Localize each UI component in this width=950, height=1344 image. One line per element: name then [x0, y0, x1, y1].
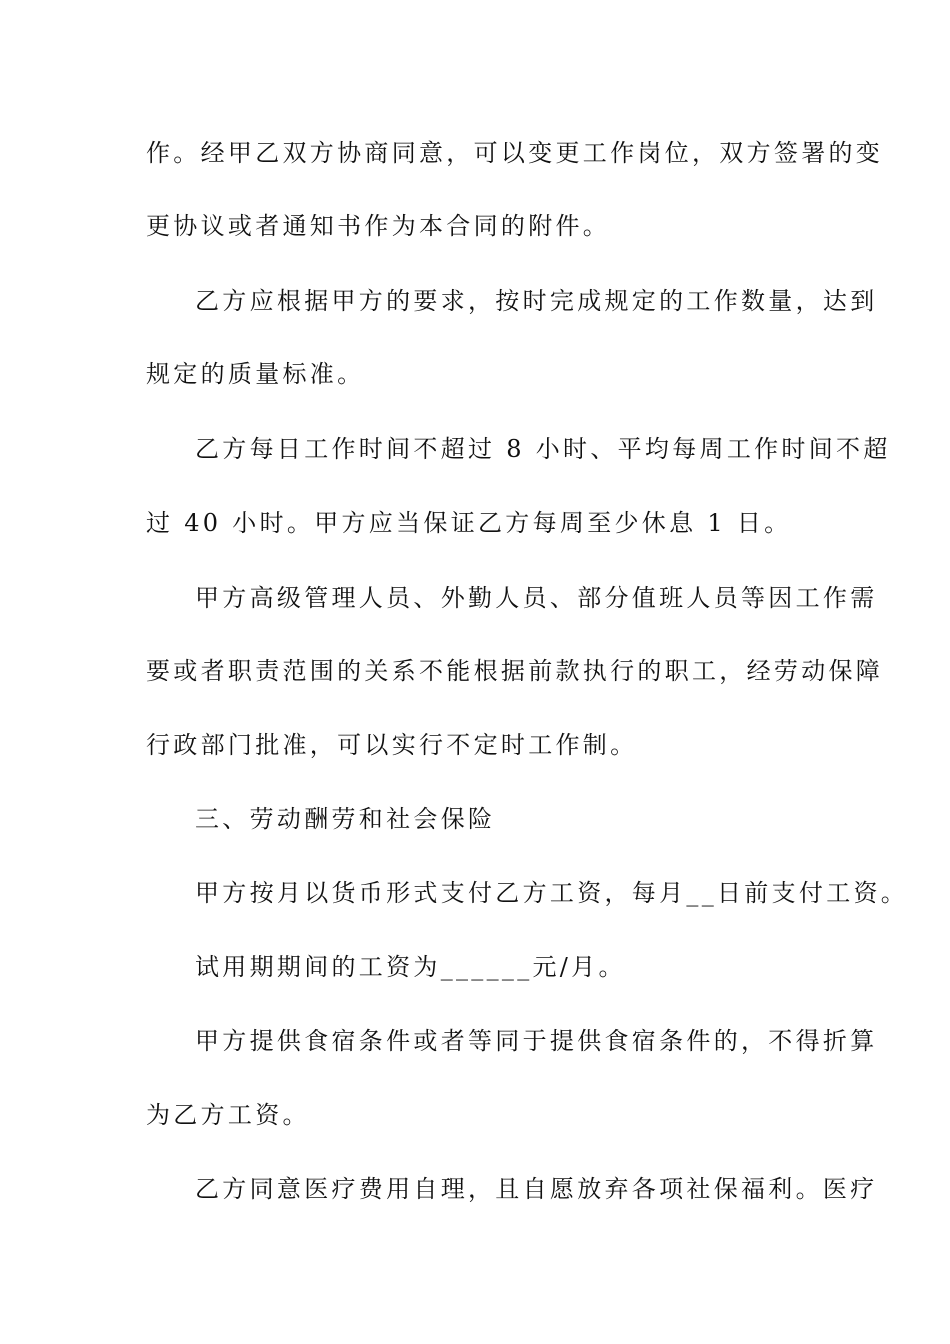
- text-line: 乙方应根据甲方的要求，按时完成规定的工作数量，达到: [195, 287, 878, 315]
- text-line: 试用期期间的工资为______元/月。: [195, 953, 626, 981]
- text-line: 更协议或者通知书作为本合同的附件。: [146, 212, 611, 240]
- text-line: 甲方提供食宿条件或者等同于提供食宿条件的，不得折算: [195, 1027, 878, 1055]
- text-line: 规定的质量标准。: [146, 360, 365, 388]
- text-line: 行政部门批准，可以实行不定时工作制。: [146, 731, 638, 759]
- text-line: 作。经甲乙双方协商同意，可以变更工作岗位，双方签署的变: [146, 139, 884, 167]
- text-line: 过 40 小时。甲方应当保证乙方每周至少休息 1 日。: [146, 509, 792, 537]
- text-line: 乙方每日工作时间不超过 8 小时、平均每周工作时间不超: [195, 435, 891, 463]
- text-line: 甲方按月以货币形式支付乙方工资，每月__日前支付工资。: [195, 879, 909, 907]
- section-heading: 三、劳动酬劳和社会保险: [195, 805, 496, 833]
- text-line: 为乙方工资。: [146, 1101, 310, 1129]
- text-line: 要或者职责范围的关系不能根据前款执行的职工，经劳动保障: [146, 657, 884, 685]
- text-line: 甲方高级管理人员、外勤人员、部分值班人员等因工作需: [195, 584, 878, 612]
- text-line: 乙方同意医疗费用自理，且自愿放弃各项社保福利。医疗: [195, 1175, 878, 1203]
